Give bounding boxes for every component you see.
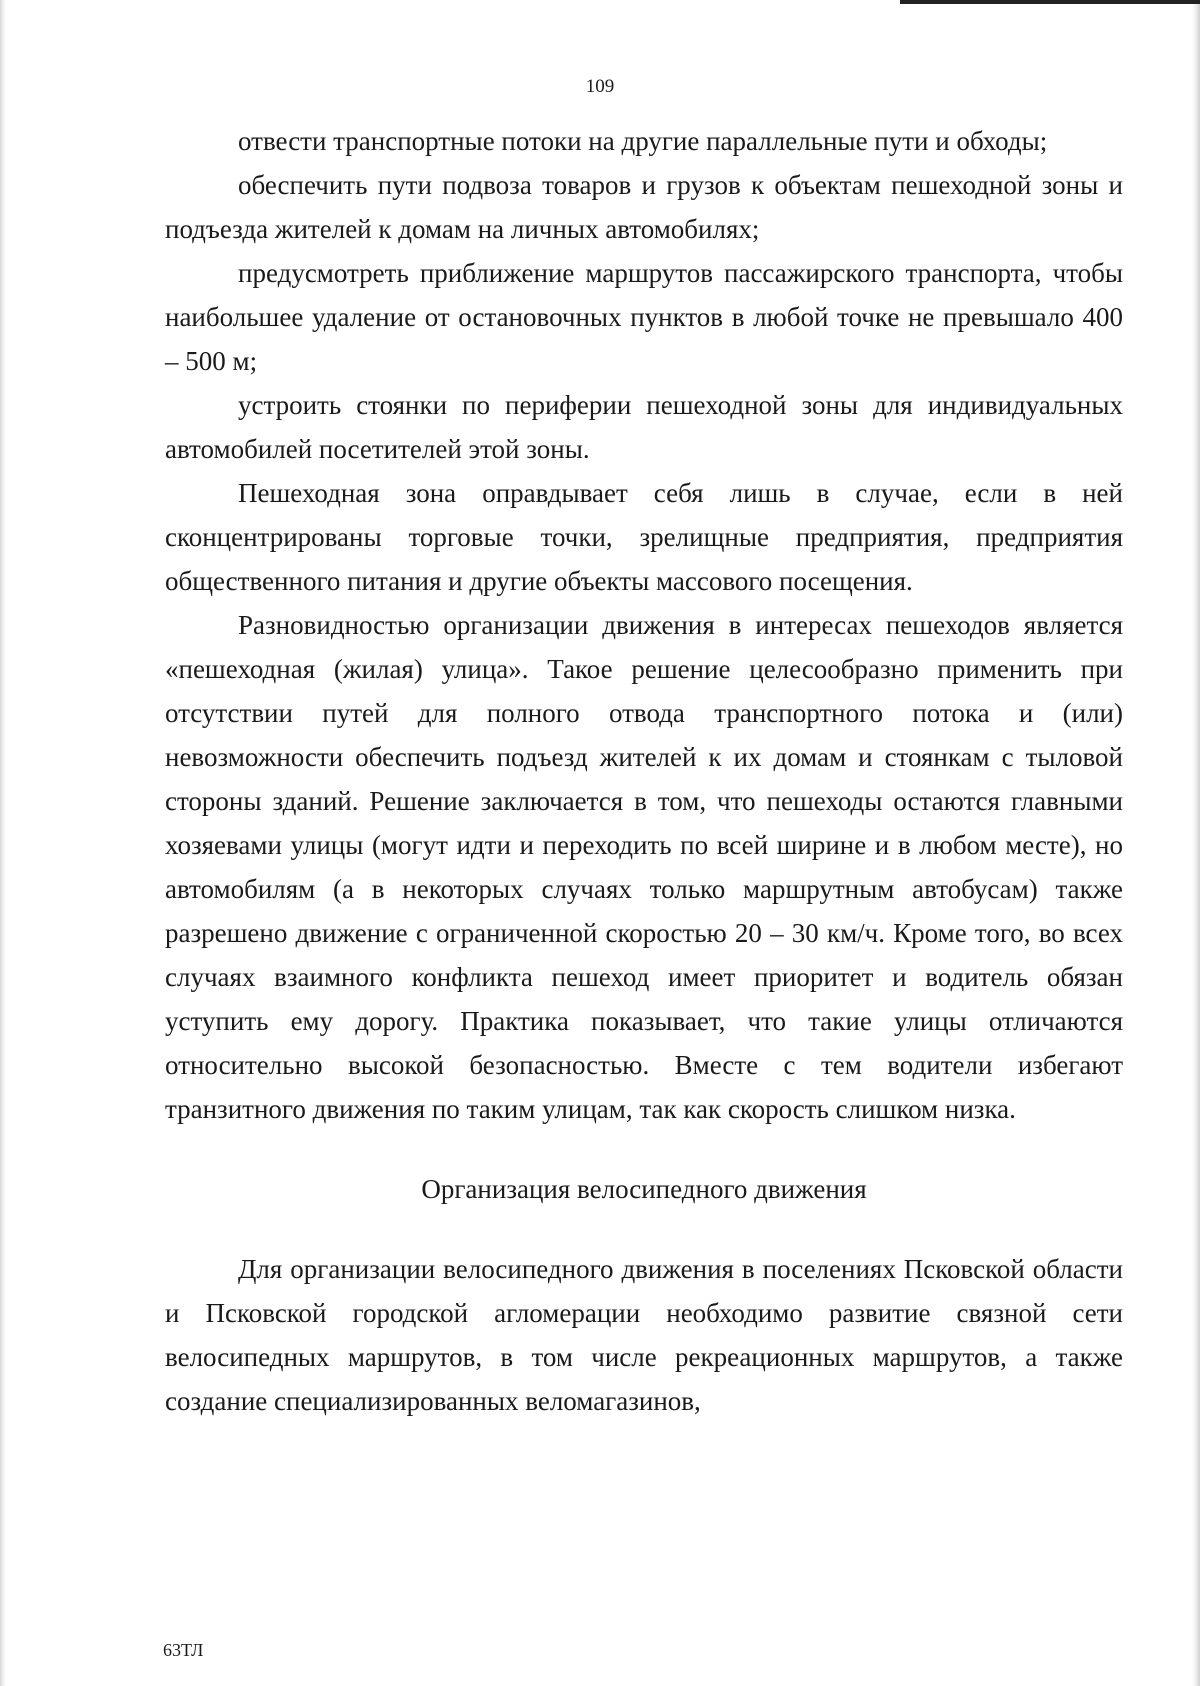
page-number: 109 [585, 76, 615, 97]
paragraph: устроить стоянки по периферии пешеходной зоны для индивидуальных автомобилей посетителей этой зоны. [165, 390, 1123, 464]
scan-edge-right [1192, 0, 1200, 1686]
paragraph: Разновидностью организации движения в интересах пешеходов является «пешеходная (жилая) улица». Такое решение целесообразно применить при отсутствии путей для полного отвода транспортного потока и (или) невозможности обеспечить подъезд жителей к их домам и стоянкам с тыловой стороны зданий. Решение заключается в том, что пешеходы остаются главными хозяевами улицы (могут идти и переходить по всей ширине и в любом месте), но автомобилям (а в некоторых случаях только маршрутным автобусам) также разрешено движение с ограниченной скоростью 20 – 30 км/ч. Кроме того, во всех случаях взаимного конфликта пешеход имеет приоритет и водитель обязан уступить ему дорогу. Практика показывает, что такие улицы отличаются относительно высокой безопасностью. Вместе с тем водители избегают транзитного движения по таким улицам, так как скорость слишком низка. [165, 610, 1123, 1124]
paragraph: отвести транспортные потоки на другие параллельные пути и обходы; [238, 126, 1048, 156]
scan-top-bar [900, 0, 1200, 4]
scan-edge-left [0, 0, 6, 1686]
body-text [165, 119, 1123, 1423]
paragraph: Для организации велосипедного движения в поселениях Псковской области и Псковской городской агломерации необходимо развитие связной сети велосипедных маршрутов, в том числе рекреационных маршрутов, а также создание специализированных веломагазинов, [165, 1254, 1123, 1416]
paragraph: предусмотреть приближение маршрутов пассажирского транспорта, чтобы наибольшее удаление от остановочных пунктов в любой точке не превышало 400 – 500 м; [165, 258, 1123, 376]
paragraph: Пешеходная зона оправдывает себя лишь в случае, если в ней сконцентрированы торговые точки, зрелищные предприятия, предприятия общественного питания и другие объекты массового посещения. [165, 478, 1123, 596]
paragraph: обеспечить пути подвоза товаров и грузов к объектам пешеходной зоны и подъезда жителей к домам на личных автомобилях; [165, 170, 1123, 244]
section-heading: Организация велосипедного движения [421, 1174, 867, 1204]
footer-code: 63ТЛ [163, 1640, 204, 1660]
